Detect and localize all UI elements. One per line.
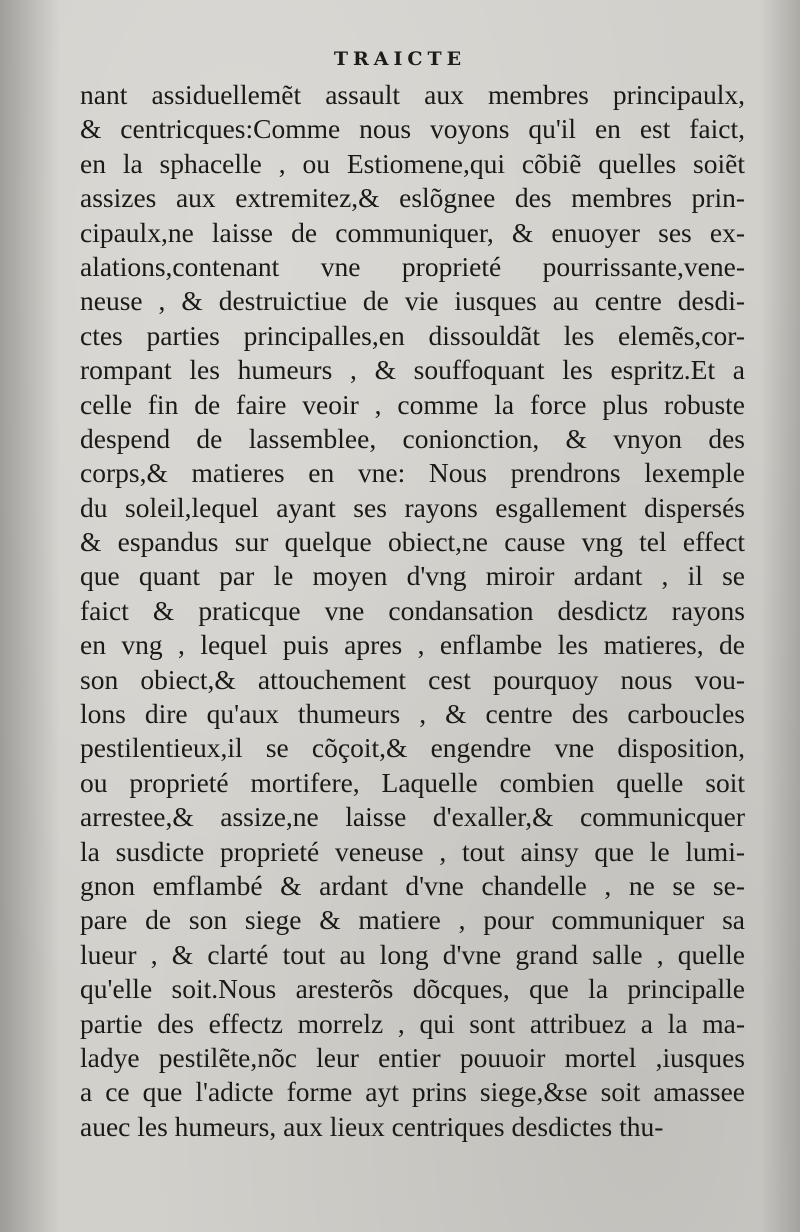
text-line: son obiect,& attouchement cest pourquoy nous vou- <box>80 663 745 695</box>
edge-shadow <box>760 0 800 1232</box>
text-line: ou proprieté mortifere, Laquelle combien quelle soit <box>80 766 745 798</box>
running-head: TRAICTE <box>333 48 467 70</box>
text-line: pestilentieux,il se cõçoit,& engendre vne disposition, <box>80 732 745 764</box>
text-line: auec les humeurs, aux lieux centriques desdictes thu- <box>80 1110 664 1142</box>
text-line: en la sphacelle , ou Estiomene,qui cõbiẽ quelles soiẽt <box>80 147 745 179</box>
text-line: & espandus sur quelque obiect,ne cause vng tel effect <box>80 526 745 558</box>
text-line: neuse , & destruictiue de vie iusques au centre desdi- <box>80 285 745 317</box>
text-line: rompant les humeurs , & souffoquant les espritz.Et a <box>80 354 745 386</box>
text-line: & centricques:Comme nous voyons qu'il en est faict, <box>80 113 745 145</box>
text-line: ctes parties principalles,en dissouldãt les elemẽs,cor- <box>80 319 745 351</box>
text-line: que quant par le moyen d'vng miroir ardant , il se <box>80 560 745 592</box>
text-line: despend de lassemblee, conionction, & vnyon des <box>80 422 745 454</box>
text-line: lueur , & clarté tout au long d'vne grand salle , quelle <box>80 938 745 970</box>
text-line: corps,& matieres en vne: Nous prendrons lexemple <box>80 457 745 489</box>
text-line: pare de son siege & matiere , pour communiquer sa <box>80 904 745 936</box>
text-line: cipaulx,ne laisse de communiquer, & enuoyer ses ex- <box>80 216 745 248</box>
text-line: a ce que l'adicte forme ayt prins siege,&se soit amassee <box>80 1076 745 1108</box>
gutter-shadow <box>0 0 60 1232</box>
text-line: faict & praticque vne condansation desdictz rayons <box>80 594 745 626</box>
text-line: la susdicte proprieté veneuse , tout ainsy que le lumi- <box>80 835 745 867</box>
text-line: qu'elle soit.Nous aresterõs dõcques, que la principalle <box>80 973 745 1005</box>
text-line: celle fin de faire veoir , comme la force plus robuste <box>80 388 745 420</box>
body-text <box>80 78 745 1144</box>
text-line: du soleil,lequel ayant ses rayons esgallement dispersés <box>80 491 745 523</box>
text-line: partie des effectz morrelz , qui sont attribuez a la ma- <box>80 1007 745 1039</box>
text-line: alations,contenant vne proprieté pourrissante,vene- <box>80 250 745 282</box>
text-line: nant assiduellemẽt assault aux membres principaulx, <box>80 79 745 110</box>
text-line: arrestee,& assize,ne laisse d'exaller,& communicquer <box>80 801 745 833</box>
text-line: ladye pestilẽte,nõc leur entier pouuoir mortel ,iusques <box>80 1041 745 1073</box>
text-line: en vng , lequel puis apres , enflambe les matieres, de <box>80 629 745 661</box>
text-line: lons dire qu'aux thumeurs , & centre des carboucles <box>80 698 745 730</box>
text-line: assizes aux extremitez,& eslõgnee des membres prin- <box>80 182 745 214</box>
text-line: gnon emflambé & ardant d'vne chandelle , ne se se- <box>80 869 745 901</box>
